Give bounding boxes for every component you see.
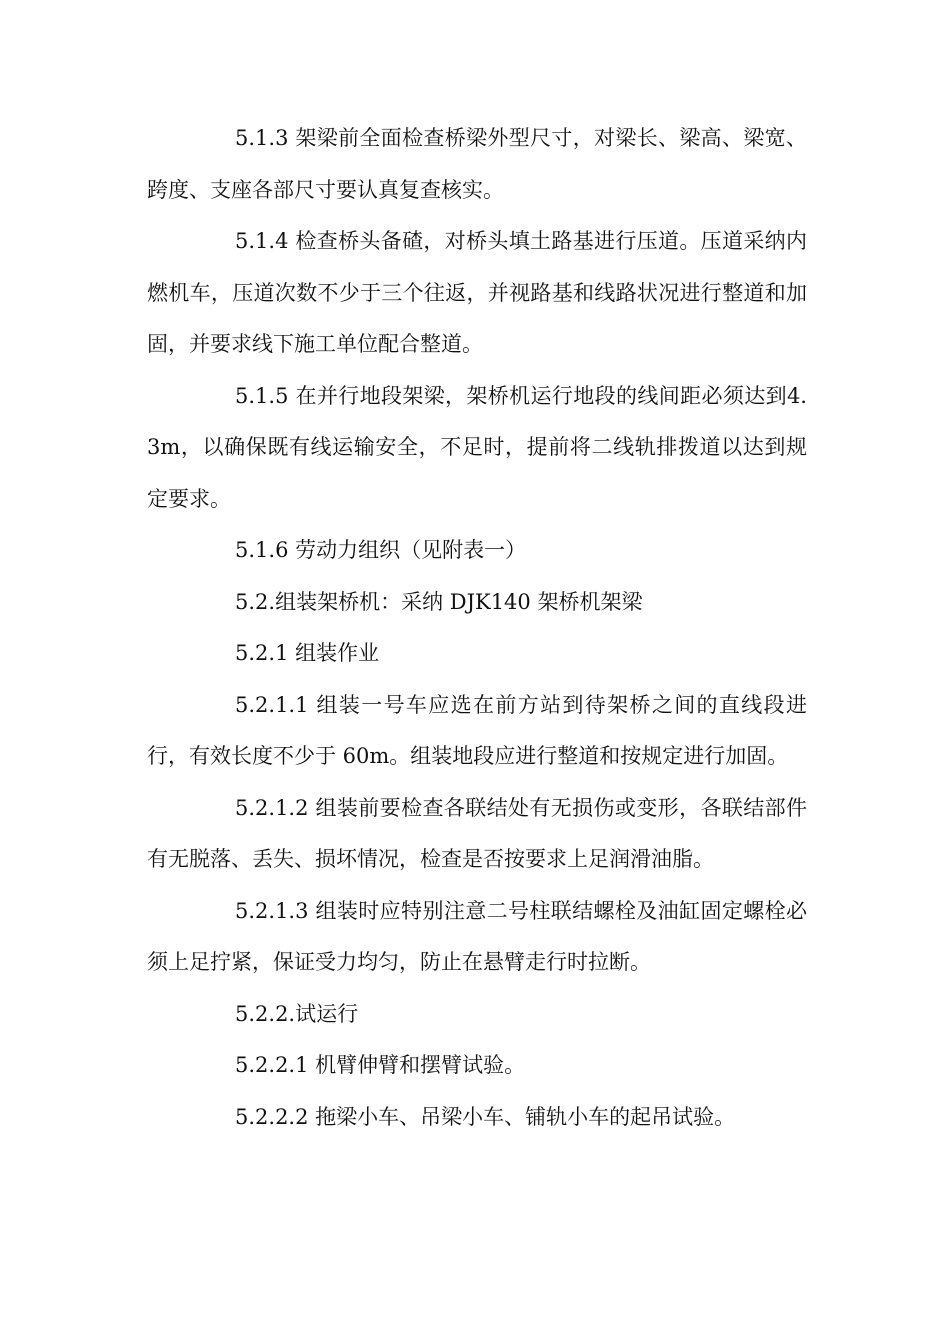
paragraph-5-2: 5.2.组装架桥机：采纳 DJK140 架桥机架梁 xyxy=(235,589,643,614)
paragraph-5-1-6: 5.1.6 劳动力组织（见附表一） xyxy=(235,538,527,562)
paragraph-5-2-2: 5.2.2.试运行 xyxy=(235,1001,359,1026)
paragraph-5-1-4: 5.1.4 检查桥头备碴，对桥头填土路基进行压道。压道采纳内燃机车，压道次数不少于三个往返，并视路基和线路状况进行整道和加固，并要求线下施工单位配合整道。 xyxy=(147,229,807,356)
paragraph-5-2-2-1: 5.2.2.1 机臂伸臂和摆臂试验。 xyxy=(235,1053,526,1077)
document-body xyxy=(147,113,807,1143)
paragraph-5-2-1-3: 5.2.1.3 组装时应特别注意二号柱联结螺栓及油缸固定螺栓必须上足拧紧，保证受力均匀，防止在悬臂走行时拉断。 xyxy=(147,898,807,974)
paragraph-5-2-1: 5.2.1 组装作业 xyxy=(235,641,380,665)
paragraph-5-1-3: 5.1.3 架梁前全面检查桥梁外型尺寸，对梁长、梁高、梁宽、跨度、支座各部尺寸要认真复查核实。 xyxy=(147,126,807,202)
paragraph-5-2-2-2: 5.2.2.2 拖梁小车、吊梁小车、铺轨小车的起吊试验。 xyxy=(235,1104,736,1129)
paragraph-5-1-5: 5.1.5 在并行地段架梁，架桥机运行地段的线间距必须达到4.3m，以确保既有线运输安全，不足时，提前将二线轨排拨道以达到规定要求。 xyxy=(147,383,807,511)
paragraph-5-2-1-1: 5.2.1.1 组装一号车应选在前方站到待架桥之间的直线段进行，有效长度不少于 60m。组装地段应进行整道和按规定进行加固。 xyxy=(147,692,807,768)
paragraph-5-2-1-2: 5.2.1.2 组装前要检查各联结处有无损伤或变形，各联结部件有无脱落、丢失、损坏情况，检查是否按要求上足润滑油脂。 xyxy=(147,795,807,871)
